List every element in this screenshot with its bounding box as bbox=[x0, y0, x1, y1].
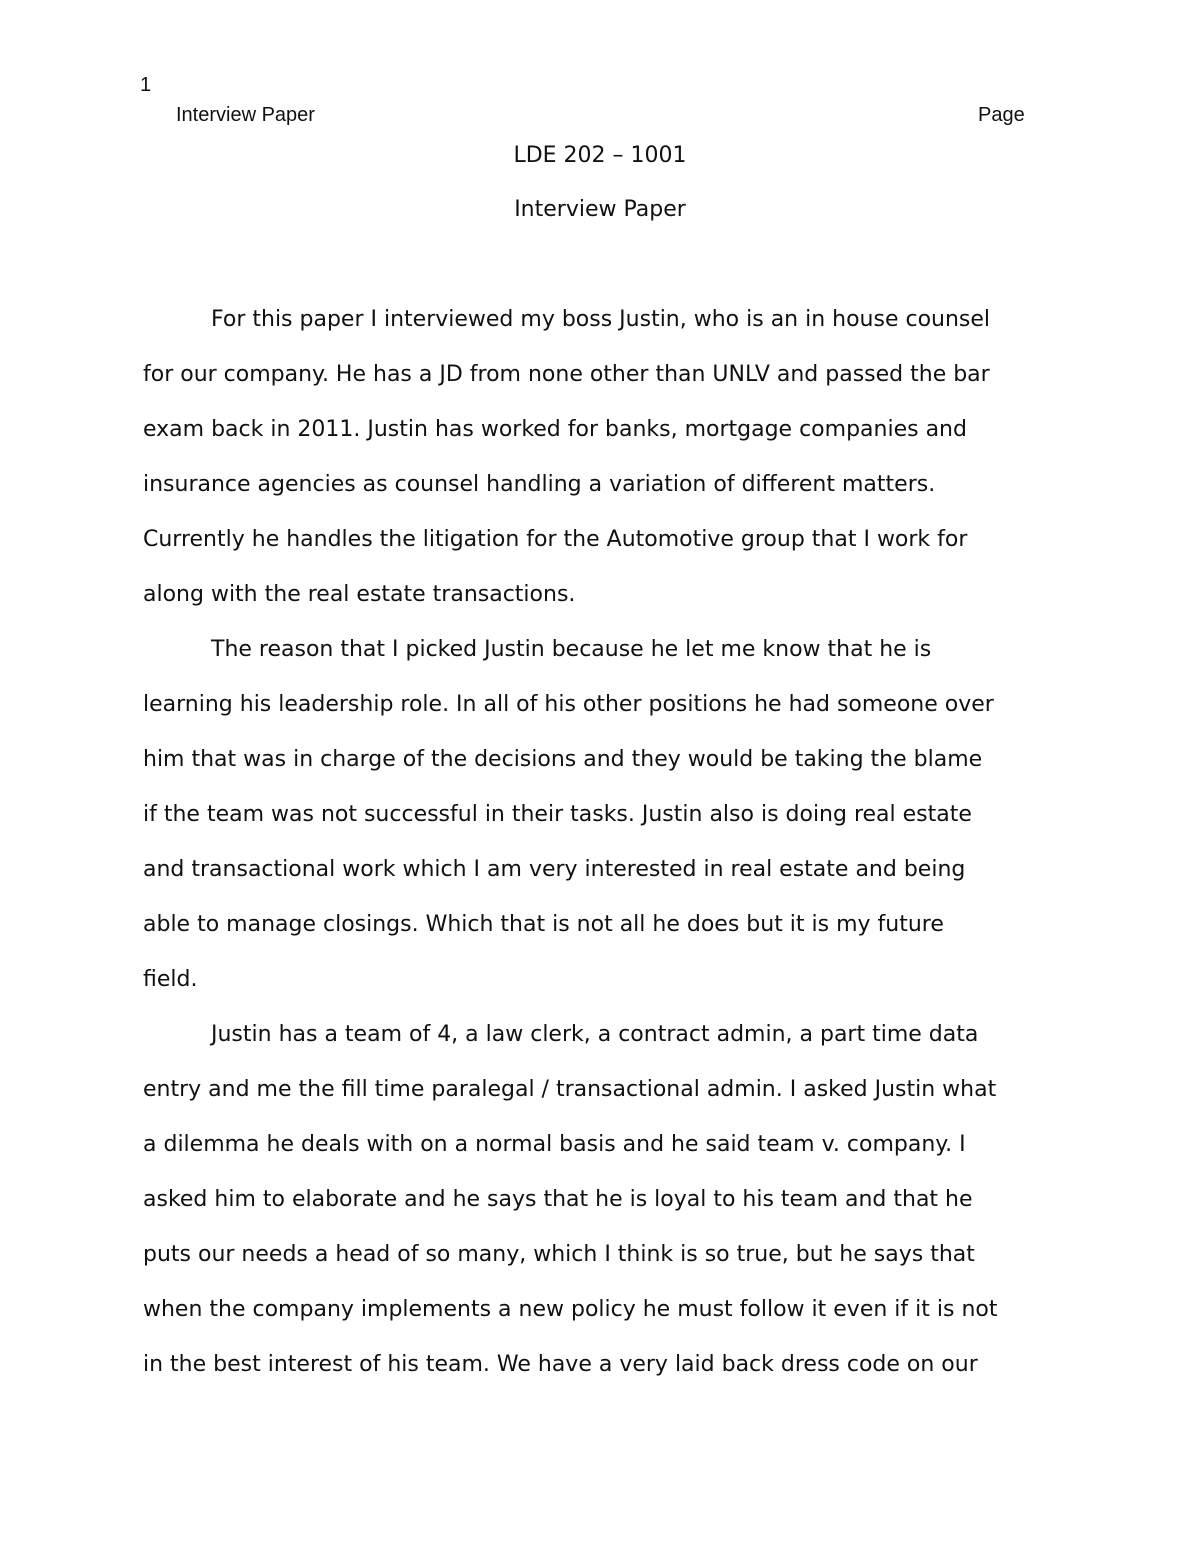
paragraph-line: and transactional work which I am very interested in real estate and being bbox=[143, 857, 966, 882]
paragraph-line: when the company implements a new policy he must follow it even if it is not bbox=[143, 1297, 998, 1322]
paragraph-line: him that was in charge of the decisions and they would be taking the blame bbox=[143, 747, 983, 772]
paper-title: Interview Paper bbox=[514, 197, 686, 222]
paragraph-line: able to manage closings. Which that is not all he does but it is my future bbox=[143, 912, 944, 937]
paragraph-line: field. bbox=[143, 967, 198, 992]
paragraph-line: if the team was not successful in their tasks. Justin also is doing real estate bbox=[143, 802, 972, 827]
running-header-page-label: Page bbox=[978, 104, 1025, 126]
page-number: 1 bbox=[140, 74, 152, 96]
paragraph-line: in the best interest of his team. We have a very laid back dress code on our bbox=[143, 1352, 978, 1377]
paragraph-line: asked him to elaborate and he says that he is loyal to his team and that he bbox=[143, 1187, 973, 1212]
paragraph-line: exam back in 2011. Justin has worked for banks, mortgage companies and bbox=[143, 417, 967, 442]
paragraph-line: The reason that I picked Justin because he let me know that he is bbox=[211, 637, 932, 662]
course-heading: LDE 202 – 1001 bbox=[513, 143, 687, 168]
paragraph-line: Currently he handles the litigation for the Automotive group that I work for bbox=[143, 527, 968, 552]
paragraph-line: learning his leadership role. In all of his other positions he had someone over bbox=[143, 692, 994, 717]
paragraph-line: puts our needs a head of so many, which I think is so true, but he says that bbox=[143, 1242, 975, 1267]
paragraph-line: entry and me the fill time paralegal / transactional admin. I asked Justin what bbox=[143, 1077, 997, 1102]
paragraph-line: a dilemma he deals with on a normal basis and he said team v. company. I bbox=[143, 1132, 966, 1157]
paragraph-line: for our company. He has a JD from none other than UNLV and passed the bar bbox=[143, 362, 990, 387]
paragraph-line: For this paper I interviewed my boss Justin, who is an in house counsel bbox=[211, 307, 991, 332]
paragraph-line: Justin has a team of 4, a law clerk, a contract admin, a part time data bbox=[211, 1022, 979, 1047]
paragraph-line: insurance agencies as counsel handling a variation of different matters. bbox=[143, 472, 936, 497]
paper-body bbox=[143, 305, 1063, 1405]
paragraph-line: along with the real estate transactions. bbox=[143, 582, 576, 607]
running-header-title: Interview Paper bbox=[176, 104, 315, 126]
